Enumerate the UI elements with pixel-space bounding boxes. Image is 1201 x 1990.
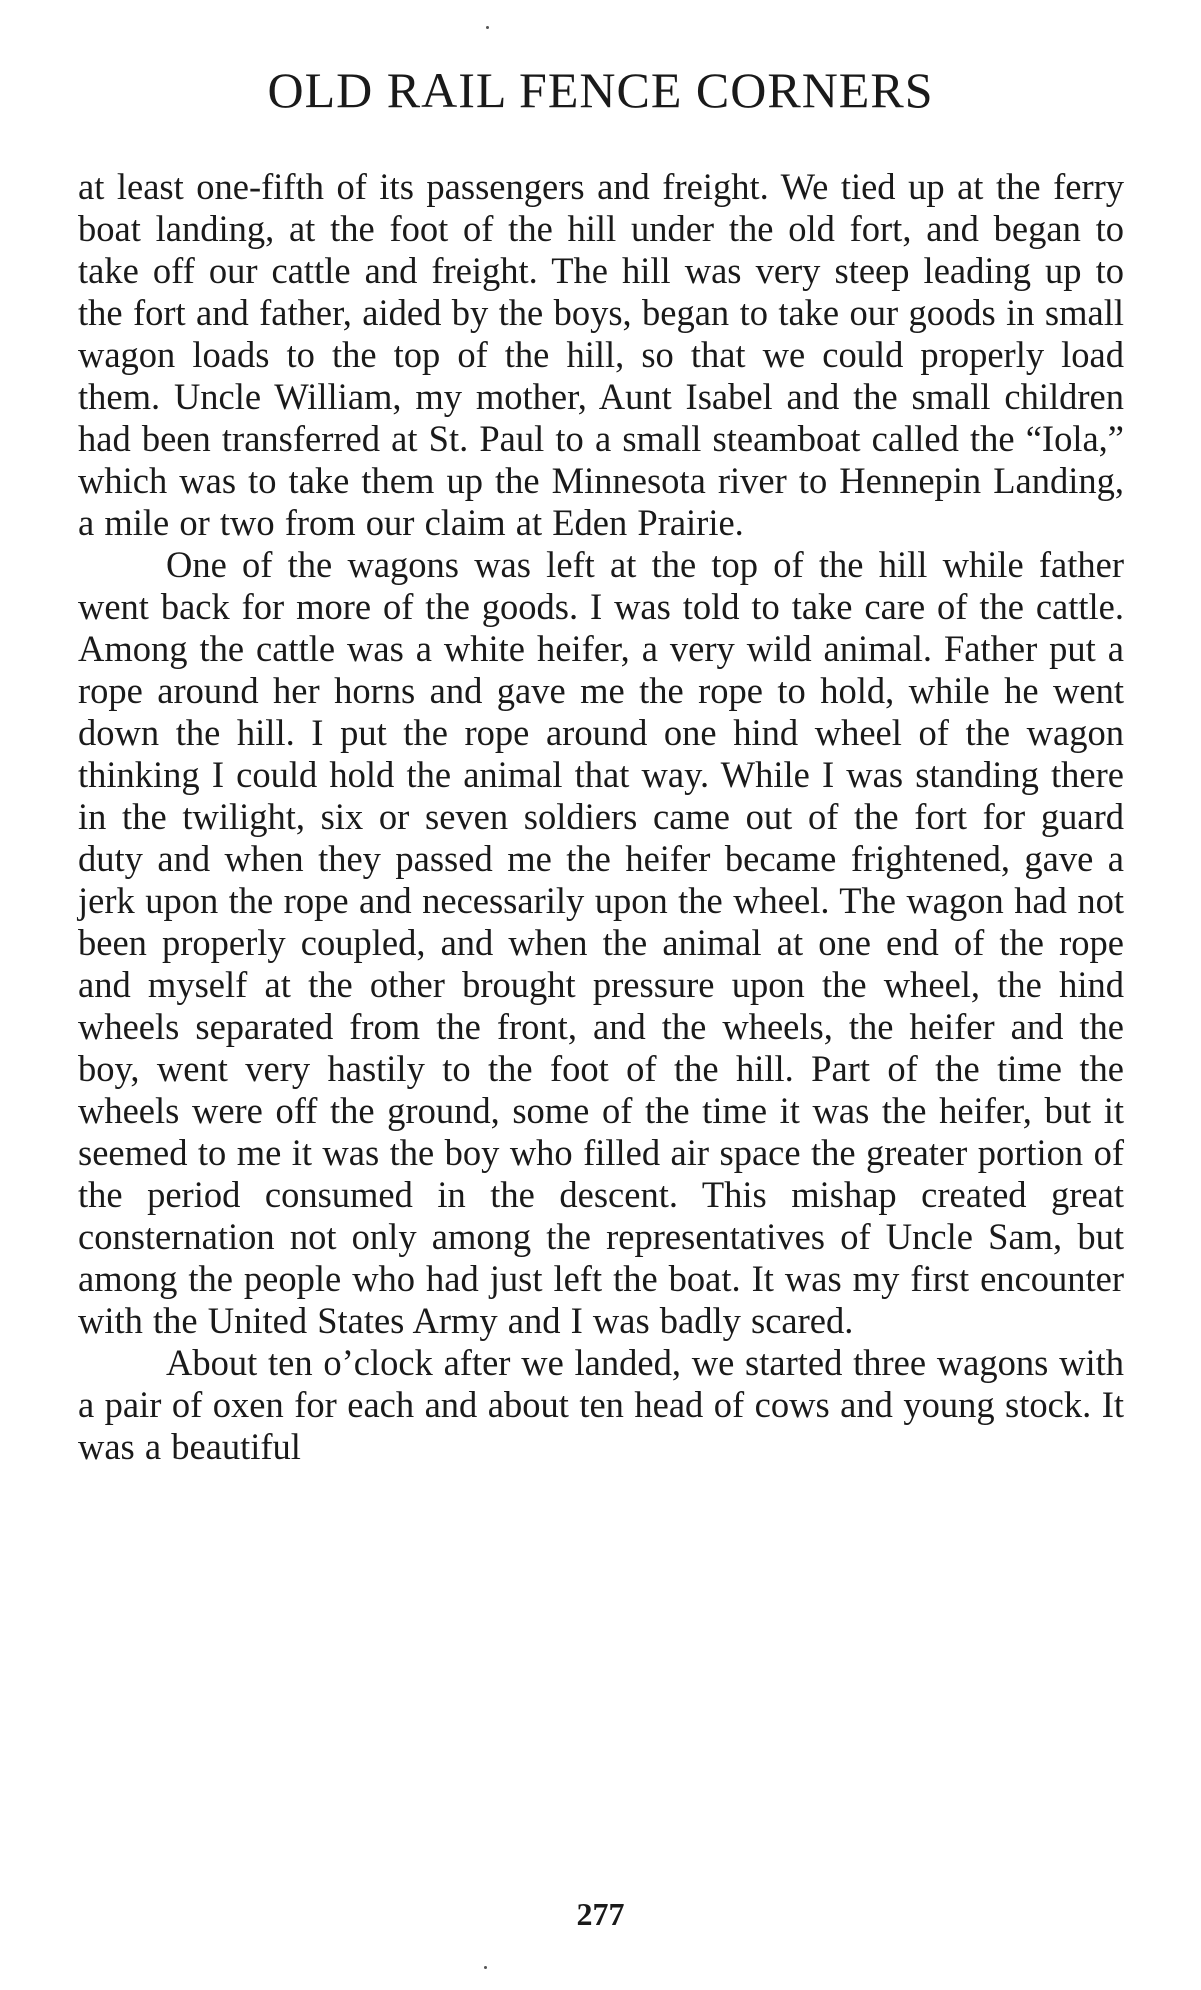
body-text (78, 166, 1124, 1468)
paragraph-1: at least one-fifth of its passengers and freight. We tied up at the ferry boat landing, at the foot of the hill under the old fort, and began to take off our cattle and freight. The hill was very steep leading up to the fort and father, aided by the boys, began to take our goods in small wagon loads to the top of the hill, so that we could properly load them. Uncle William, my mother, Aunt Isabel and the small children had been transferred at St. Paul to a small steamboat called the “Iola,” which was to take them up the Minnesota river to Hennepin Landing, a mile or two from our claim at Eden Prairie. (78, 166, 1124, 543)
paragraph-2: One of the wagons was left at the top of the hill while father went back for more of the goods. I was told to take care of the cattle. Among the cattle was a white heifer, a very wild animal. Father put a rope around her horns and gave me the rope to hold, while he went down the hill. I put the rope around one hind wheel of the wagon thinking I could hold the animal that way. While I was standing there in the twilight, six or seven soldiers came out of the fort for guard duty and when they passed me the heifer became frightened, gave a jerk upon the rope and necessarily upon the wheel. The wagon had not been properly coupled, and when the animal at one end of the rope and myself at the other brought pressure upon the wheel, the hind wheels separated from the front, and the wheels, the heifer and the boy, went very hastily to the foot of the hill. Part of the time the wheels were off the ground, some of the time it was the heifer, but it seemed to me it was the boy who filled air space the greater portion of the period consumed in the descent. This mishap created great consternation not only among the representatives of Uncle Sam, but among the people who had just left the boat. It was my first encounter with the United States Army and I was badly scared. (78, 544, 1124, 1341)
page-number: 277 (576, 1896, 625, 1932)
paragraph-3: About ten o’clock after we landed, we started three wagons with a pair of oxen for each and about ten head of cows and young stock. It was a beautiful (78, 1342, 1124, 1467)
running-header: OLD RAIL FENCE CORNERS (267, 62, 934, 118)
print-speck (486, 26, 489, 29)
print-speck (484, 1966, 487, 1969)
